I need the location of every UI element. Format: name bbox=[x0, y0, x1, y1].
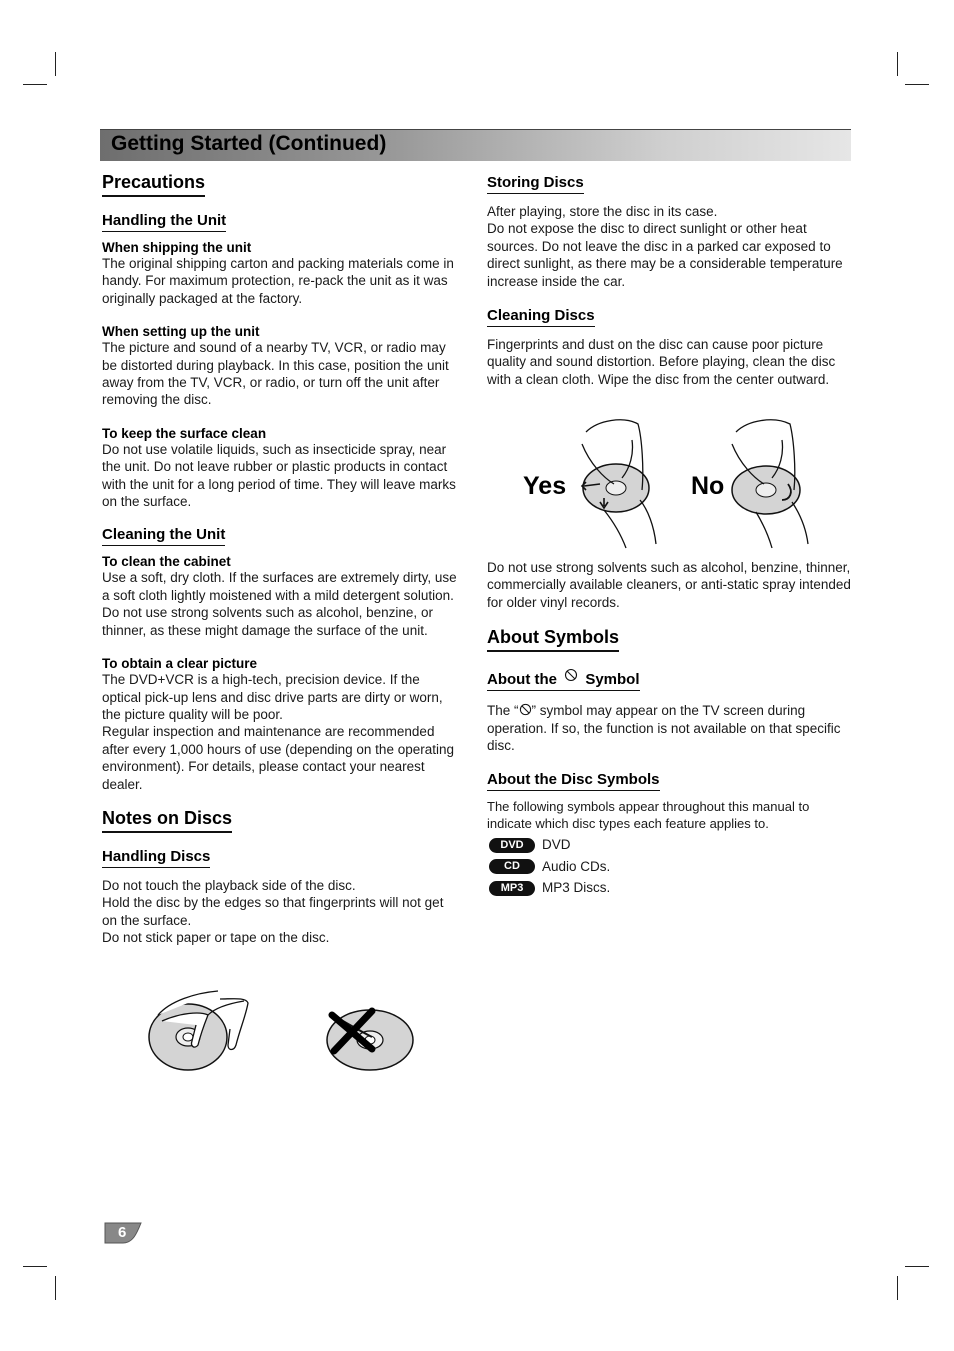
about-symbol-suffix: Symbol bbox=[585, 671, 640, 689]
disc-held-correctly-image bbox=[149, 991, 248, 1070]
page-number: 6 bbox=[118, 1224, 127, 1241]
handling-discs-line: Hold the disc by the edges so that fingerprints will not get on the surface. bbox=[102, 895, 444, 928]
crop-mark bbox=[23, 1266, 47, 1267]
about-symbol-text-prefix: The “ bbox=[487, 703, 519, 719]
about-symbols-heading: About Symbols bbox=[487, 627, 619, 652]
surface-text: Do not use volatile liquids, such as insecticide spray, near the unit. Do not leave rubber or plastic products in contact with the unit for a long period of time. They will leave marks on the surface. bbox=[102, 441, 456, 510]
wipe-outward-image bbox=[582, 420, 656, 548]
handling-discs-heading: Handling Discs bbox=[102, 848, 210, 868]
symbol-label: Audio CDs. bbox=[542, 858, 611, 874]
storing-line-2: Do not expose the disc to direct sunlight or other heat sources. Do not leave the disc in a parked car exposed to direct sunlight, as there may be a considerable temperature increase inside the car. bbox=[487, 221, 843, 289]
cleaning-discs-heading: Cleaning Discs bbox=[487, 307, 595, 327]
setting-heading: When setting up the unit bbox=[102, 324, 260, 340]
page-number-tab bbox=[103, 1221, 143, 1245]
disc-symbols-heading: About the Disc Symbols bbox=[487, 771, 660, 791]
storing-discs-heading: Storing Discs bbox=[487, 174, 584, 194]
cleaning-discs-text: Fingerprints and dust on the disc can cause poor picture quality and sound distortion. Before playing, clean the disc with a clean cloth. Wipe the disc from the center outward. bbox=[487, 337, 836, 387]
solvents-text: Do not use strong solvents such as alcohol, benzine, thinner, commercially available cleaners, or anti-static spray intended for older vinyl records. bbox=[487, 560, 851, 610]
picture-text-1: The DVD+VCR is a high-tech, precision device. If the optical pick-up lens and disc drive parts are dirty or worn, the picture quality will be poor. bbox=[102, 672, 443, 722]
shipping-heading: When shipping the unit bbox=[102, 240, 252, 255]
cabinet-text: Use a soft, dry cloth. If the surfaces are extremely dirty, use a soft cloth lightly moistened with a mild detergent solution. Do not use strong solvents such as alcohol, benzine, or thinner, as these might damage the surface of the unit. bbox=[102, 570, 457, 638]
disc-touched-incorrectly-image bbox=[327, 1010, 413, 1070]
cabinet-heading: To clean the cabinet bbox=[102, 554, 231, 570]
no-label: No bbox=[691, 472, 725, 500]
title-bar bbox=[100, 129, 851, 161]
crop-mark bbox=[23, 84, 47, 85]
shipping-text: The original shipping carton and packing materials come in handy. For maximum protection, re-pack the unit as it was originally packaged at the factory. bbox=[102, 256, 454, 306]
crop-mark bbox=[55, 52, 56, 76]
about-symbol-prefix: About the bbox=[487, 671, 557, 689]
prohibited-icon bbox=[519, 703, 532, 716]
wipe-circular-image bbox=[732, 420, 808, 548]
right-column bbox=[487, 174, 852, 388]
handling-unit-heading: Handling the Unit bbox=[102, 212, 226, 232]
surface-heading: To keep the surface clean bbox=[102, 425, 267, 441]
symbol-label: MP3 Discs. bbox=[542, 880, 611, 896]
page-title: Getting Started (Continued) bbox=[111, 132, 387, 155]
symbol-label: DVD bbox=[542, 837, 571, 853]
dvd-badge: DVD bbox=[489, 838, 535, 853]
left-column bbox=[102, 172, 462, 947]
right-column-lower bbox=[487, 559, 852, 899]
crop-mark bbox=[897, 52, 898, 76]
crop-mark bbox=[905, 84, 929, 85]
disc-handling-illustration bbox=[140, 985, 430, 1077]
crop-mark bbox=[905, 1266, 929, 1267]
crop-mark bbox=[55, 1276, 56, 1300]
storing-line-1: After playing, store the disc in its case. bbox=[487, 204, 718, 219]
disc-symbols-intro: The following symbols appear throughout this manual to indicate which disc types each feature applies to. bbox=[487, 799, 810, 832]
crop-mark bbox=[897, 1276, 898, 1300]
about-symbol-text bbox=[487, 702, 852, 754]
about-symbol-text-suffix: ” symbol may appear on the TV screen during operation. If so, the function is not available on that specific disc. bbox=[487, 703, 841, 754]
notes-heading: Notes on Discs bbox=[102, 808, 232, 833]
yes-label: Yes bbox=[523, 472, 567, 500]
setting-text: The picture and sound of a nearby TV, VCR, or radio may be distorted during playback. In this case, position the unit away from the TV, VCR, or radio, or turn off the unit after removing the disc. bbox=[102, 340, 449, 408]
cd-badge: CD bbox=[489, 859, 535, 874]
prohibited-icon bbox=[564, 668, 578, 682]
symbol-row-mp3 bbox=[487, 877, 852, 899]
handling-discs-line: Do not stick paper or tape on the disc. bbox=[102, 930, 330, 946]
cleaning-unit-heading: Cleaning the Unit bbox=[102, 526, 225, 546]
symbol-row-cd bbox=[487, 856, 852, 878]
symbol-row-dvd bbox=[487, 834, 852, 856]
about-symbol-heading bbox=[487, 668, 640, 691]
picture-text-2: Regular inspection and maintenance are recommended after every 1,000 hours of use (depending on the operating environment). For details, please contact your nearest dealer. bbox=[102, 724, 454, 792]
handling-discs-line: Do not touch the playback side of the disc. bbox=[102, 877, 356, 893]
mp3-badge: MP3 bbox=[489, 881, 535, 896]
picture-heading: To obtain a clear picture bbox=[102, 656, 258, 672]
precautions-heading: Precautions bbox=[102, 172, 205, 197]
